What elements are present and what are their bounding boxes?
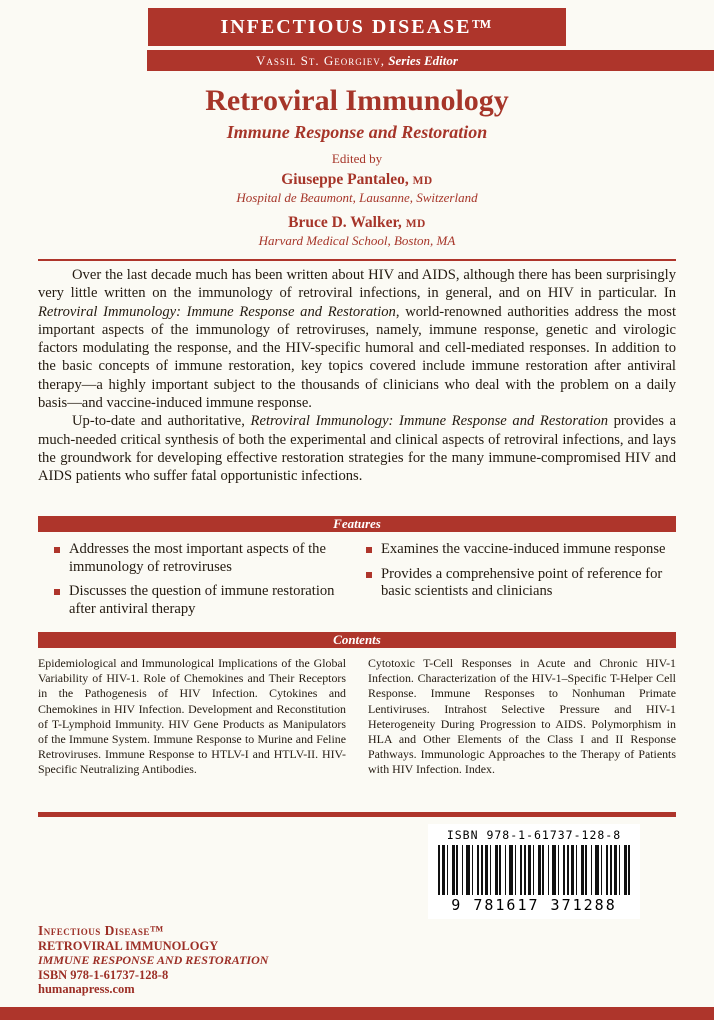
feature-text: Discusses the question of immune restoration after antiviral therapy: [69, 583, 335, 617]
barcode-block: [428, 824, 640, 919]
footer-subtitle-line: IMMUNE RESPONSE AND RESTORATION: [38, 953, 269, 967]
series-editor-text: [0, 50, 714, 71]
features-heading-bar: [38, 516, 676, 532]
editor-name: [0, 171, 714, 189]
series-editor-name: Vassil St. Georgiev,: [256, 53, 386, 68]
bullet-icon: [54, 547, 60, 553]
editor-name-text: Giuseppe Pantaleo,: [281, 171, 409, 188]
series-banner: [148, 8, 566, 46]
book-title-inline: Retroviral Immunology: Immune Response and Restoration: [250, 413, 609, 430]
editor-affiliation: Harvard Medical School, Boston, MA: [258, 233, 456, 248]
book-title-inline: Retroviral Immunology: Immune Response and Restoration: [38, 303, 396, 320]
contents-heading-bar: [38, 632, 676, 648]
editor-affiliation: Hospital de Beaumont, Lausanne, Switzerland: [236, 190, 478, 205]
book-subtitle: Immune Response and Restoration: [226, 122, 488, 142]
feature-text: Examines the vaccine-induced immune response: [381, 541, 666, 557]
barcode: [438, 845, 630, 895]
description: [38, 266, 676, 514]
editor-name-text: Bruce D. Walker,: [288, 214, 402, 231]
editor-name: [0, 214, 714, 232]
text-segment: Over the last decade much has been written about HIV and AIDS, although there has been surprisingly very little written on the immunology of retroviral infections, in general, and on HIV in particular. In: [38, 267, 676, 302]
editor-degree: MD: [412, 175, 433, 187]
book-title: Retroviral Immunology: [205, 84, 509, 117]
footer-isbn-line: ISBN 978-1-61737-128-8: [38, 967, 169, 982]
contents-right-column: Cytotoxic T-Cell Responses in Acute and Chronic HIV-1 Infection. Characterization of the HIV-1–Specific T-Helper Cell Response. Immune Responses to Nonhuman Primate Lentiviruses. Intrahost Selective Pressure and HIV-1 Heterogeneity During Progression to AIDS. Polymorphism in HLA and Other Elements of the Class I and II Response Pathways. Immunologic Approaches to the Therapy of Patients with HIV Infection. Index.: [368, 656, 676, 777]
divider-rule-top: [38, 259, 676, 261]
bullet-icon: [366, 572, 372, 578]
barcode-isbn-label: ISBN 978-1-61737-128-8: [446, 828, 622, 842]
feature-text: Provides a comprehensive point of reference for basic scientists and clinicians: [381, 565, 663, 600]
divider-rule-bottom: [38, 812, 676, 817]
editor-degree: MD: [405, 218, 426, 230]
features-right-column: [366, 541, 676, 627]
barcode-number: 9 781617 371288: [451, 896, 617, 914]
contents-left-column: Epidemiological and Immunological Implications of the Global Variability of HIV-1. Role of Chemokines and Their Receptors in the Pathogenesis of HIV Infection. Cytokines and Chemokines in HIV Infection. Development and Reconstitution of T-Lymphoid Immunity. HIV Gene Products as Manipulators of the Immune System. Immune Response to Murine and Feline Retroviruses. Immune Response to HTLV-I and HTLV-II. HIV-Specific Neutralizing Antibodies.: [38, 656, 346, 777]
text-segment: Up-to-date and authoritative,: [72, 413, 251, 430]
text-segment: , world-renowned authorities address the most important aspects of the immunology of retroviruses, namely, immune response, genetic and virologic factors modulating the response, and the HIV-specific humoral and cell-mediated responses. In addition to the basic concepts of immune restoration, key topics covered include immune restoration after antiviral therapy—a highly important subject to the thousands of clinicians who deal with the problem on a daily basis—and vaccine-induced immune response.: [38, 303, 676, 412]
text-segment: provides a much-needed critical synthesis of both the experimental and clinical aspects of retroviral infections, and lays the groundwork for developing effective restoration strategies for the many immune-compromised HIV and AIDS patients who suffer fatal opportunistic infections.: [38, 413, 676, 485]
features-columns: [54, 541, 676, 627]
feature-item: [54, 583, 342, 618]
footer-series-line: Infectious Disease™: [38, 923, 164, 938]
footer-bar: [0, 1007, 714, 1020]
footer-website-line: humanapress.com: [38, 982, 135, 996]
series-banner-title: INFECTIOUS DISEASE™: [220, 15, 494, 38]
contents-columns: [38, 656, 676, 808]
description-paragraph-2: [38, 412, 676, 485]
feature-text: Addresses the most important aspects of the immunology of retroviruses: [69, 541, 326, 575]
edited-by-label: Edited by: [331, 151, 383, 166]
description-paragraph-1: [38, 266, 676, 412]
features-heading: Features: [333, 516, 381, 531]
feature-item: [366, 566, 676, 601]
feature-item: [366, 541, 676, 559]
bullet-icon: [366, 547, 372, 553]
series-editor-role: Series Editor: [388, 53, 458, 68]
feature-item: [54, 541, 342, 576]
footer-imprint: [38, 924, 438, 997]
contents-heading: Contents: [333, 632, 381, 647]
bullet-icon: [54, 589, 60, 595]
features-left-column: [54, 541, 342, 627]
footer-title-line: RETROVIRAL IMMUNOLOGY: [38, 938, 219, 953]
